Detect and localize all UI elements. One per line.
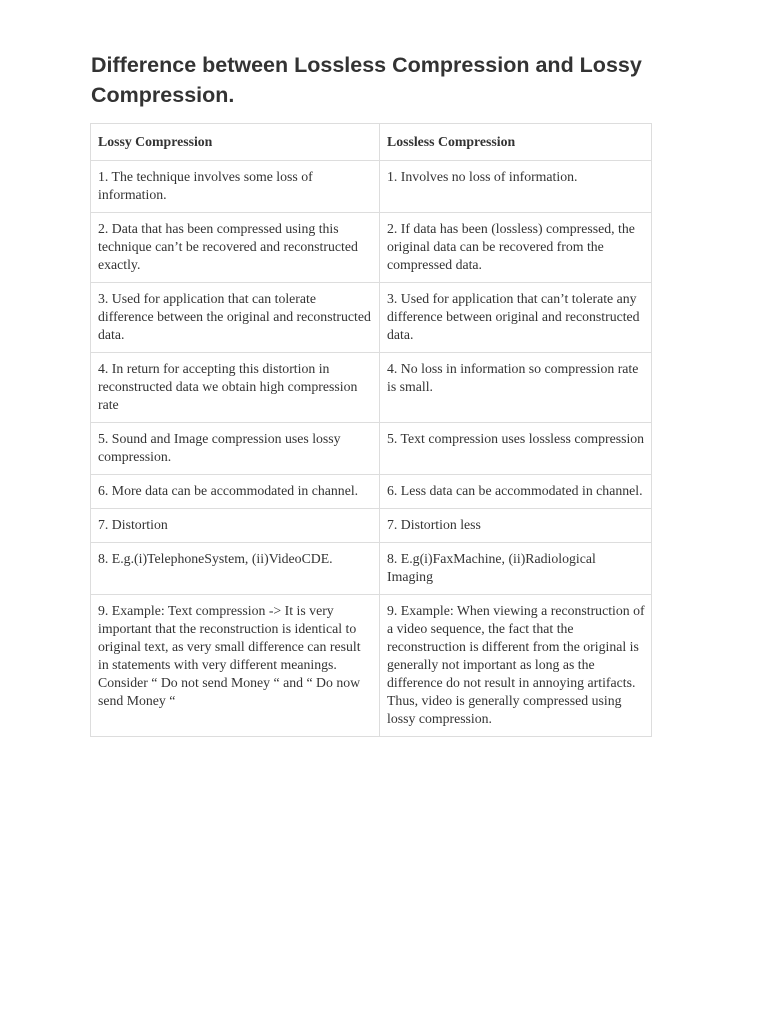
lossy-cell: 5. Sound and Image compression uses lossy compression. <box>91 423 380 475</box>
lossless-cell: 9. Example: When viewing a reconstruction of a video sequence, the fact that the reconstruction is different from the original is generally not important as long as the difference do not result in annoying artifacts. Thus, video is generally compressed using lossy compression. <box>380 595 652 737</box>
table-row <box>91 475 652 509</box>
table-row <box>91 283 652 353</box>
lossless-cell: 5. Text compression uses lossless compression <box>380 423 652 475</box>
table-row <box>91 509 652 543</box>
table-header-row <box>91 124 652 161</box>
table-row <box>91 595 652 737</box>
table-row <box>91 543 652 595</box>
lossless-cell: 6. Less data can be accommodated in channel. <box>380 475 652 509</box>
lossless-cell: 1. Involves no loss of information. <box>380 161 652 213</box>
table-row <box>91 423 652 475</box>
lossy-cell: 7. Distortion <box>91 509 380 543</box>
lossless-cell: 3. Used for application that can’t tolerate any difference between original and reconstructed data. <box>380 283 652 353</box>
lossless-cell: 8. E.g(i)FaxMachine, (ii)Radiological Imaging <box>380 543 652 595</box>
lossy-cell: 9. Example: Text compression -> It is very important that the reconstruction is identical to original text, as very small difference can result in statements with very different meanings. Consider “ Do not send Money “ and “ Do now send Money “ <box>91 595 380 737</box>
page-title: Difference between Lossless Compression and Lossy Compression. <box>91 53 642 107</box>
table-row <box>91 161 652 213</box>
lossy-cell: 2. Data that has been compressed using this technique can’t be recovered and reconstructed exactly. <box>91 213 380 283</box>
lossless-cell: 2. If data has been (lossless) compressed, the original data can be recovered from the compressed data. <box>380 213 652 283</box>
lossless-cell: 4. No loss in information so compression rate is small. <box>380 353 652 423</box>
lossy-cell: 6. More data can be accommodated in channel. <box>91 475 380 509</box>
lossless-cell: 7. Distortion less <box>380 509 652 543</box>
lossy-cell: 3. Used for application that can tolerate difference between the original and reconstructed data. <box>91 283 380 353</box>
table-row <box>91 353 652 423</box>
lossy-cell: 4. In return for accepting this distortion in reconstructed data we obtain high compression rate <box>91 353 380 423</box>
comparison-table <box>90 123 652 737</box>
header-lossy: Lossy Compression <box>91 124 380 161</box>
table-row <box>91 213 652 283</box>
lossy-cell: 1. The technique involves some loss of information. <box>91 161 380 213</box>
lossy-cell: 8. E.g.(i)TelephoneSystem, (ii)VideoCDE. <box>91 543 380 595</box>
header-lossless: Lossless Compression <box>380 124 652 161</box>
